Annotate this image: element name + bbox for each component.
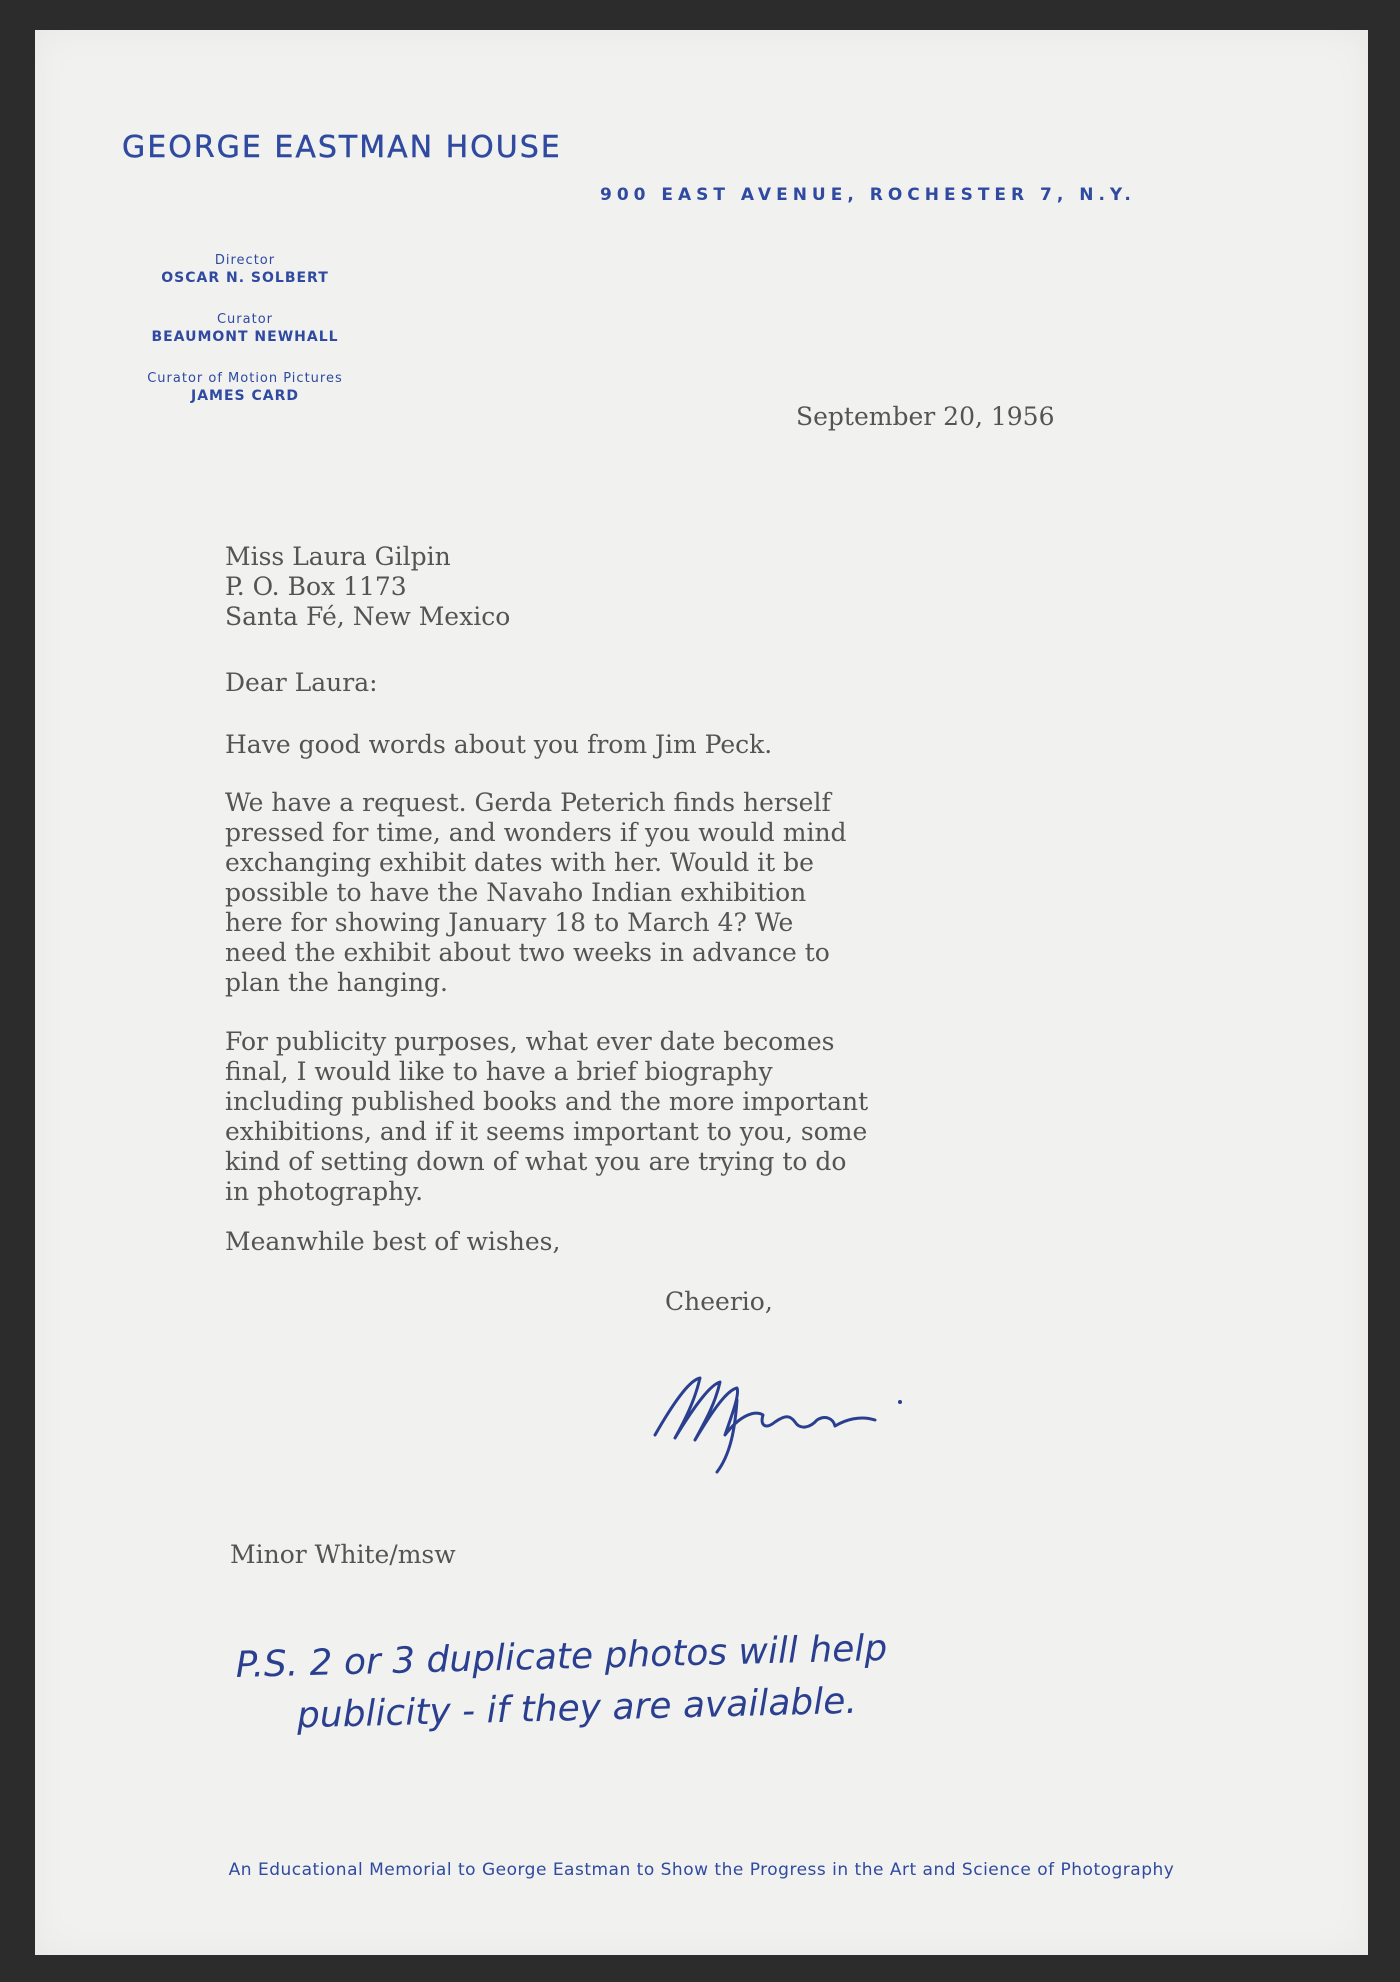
paragraph-line: in photography.	[225, 1177, 424, 1206]
paragraph-line: For publicity purposes, what ever date becomes	[225, 1027, 835, 1056]
handwritten-postscript	[235, 1623, 889, 1744]
handwritten-signature	[645, 1360, 915, 1480]
paragraph	[225, 788, 847, 998]
paragraph	[225, 730, 772, 760]
signature-line: Minor White/msw	[230, 1540, 456, 1569]
staff-name: OSCAR N. SOLBERT	[161, 270, 329, 286]
staff-role: Curator	[216, 312, 274, 327]
paragraph-line: final, I would like to have a brief biography	[225, 1057, 773, 1086]
paragraph-line: Have good words about you from Jim Peck.	[225, 730, 773, 759]
staff-role: Director	[214, 253, 276, 268]
letter-date: September 20, 1956	[796, 402, 1055, 431]
staff-name: BEAUMONT NEWHALL	[151, 329, 339, 345]
paragraph	[225, 1027, 868, 1207]
paragraph-line: here for showing January 18 to March 4? We	[225, 908, 794, 937]
postscript-line: P.S. 2 or 3 duplicate photos will help	[235, 1627, 888, 1686]
organization-address: 900 EAST AVENUE, ROCHESTER 7, N.Y.	[600, 185, 1136, 205]
valediction: Cheerio,	[665, 1287, 773, 1316]
staff-list	[105, 252, 385, 429]
recipient-address	[225, 542, 510, 632]
organization-name: GEORGE EASTMAN HOUSE	[122, 130, 562, 165]
paragraph-line: kind of setting down of what you are trying to do	[225, 1147, 847, 1176]
paragraph-line: need the exhibit about two weeks in advance to	[225, 938, 830, 967]
paragraph-line: We have a request. Gerda Peterich finds herself	[225, 788, 831, 817]
recipient-line: P. O. Box 1173	[225, 572, 407, 601]
paragraph-line: exchanging exhibit dates with her. Would it be	[225, 848, 814, 877]
paragraph-line: possible to have the Navaho Indian exhibition	[225, 878, 807, 907]
paragraph-line: including published books and the more important	[225, 1087, 869, 1116]
paragraph-line: plan the hanging.	[225, 968, 448, 997]
closing: Meanwhile best of wishes,	[225, 1227, 561, 1256]
letterhead-footer: An Educational Memorial to George Eastman to Show the Progress in the Art and Science of Photography	[228, 1860, 1175, 1880]
paragraph-line: exhibitions, and if it seems important to you, some	[225, 1117, 868, 1146]
staff-role: Curator of Motion Pictures	[147, 371, 343, 386]
recipient-line: Miss Laura Gilpin	[225, 542, 451, 571]
recipient-line: Santa Fé, New Mexico	[225, 602, 511, 631]
salutation: Dear Laura:	[225, 668, 378, 697]
postscript-line: publicity - if they are available.	[296, 1680, 858, 1737]
paragraph-line: pressed for time, and wonders if you would mind	[225, 818, 847, 847]
staff-name: JAMES CARD	[190, 388, 299, 404]
staff-entry	[105, 311, 385, 346]
staff-entry	[105, 252, 385, 287]
staff-entry	[105, 370, 385, 405]
letter-page	[35, 30, 1368, 1955]
